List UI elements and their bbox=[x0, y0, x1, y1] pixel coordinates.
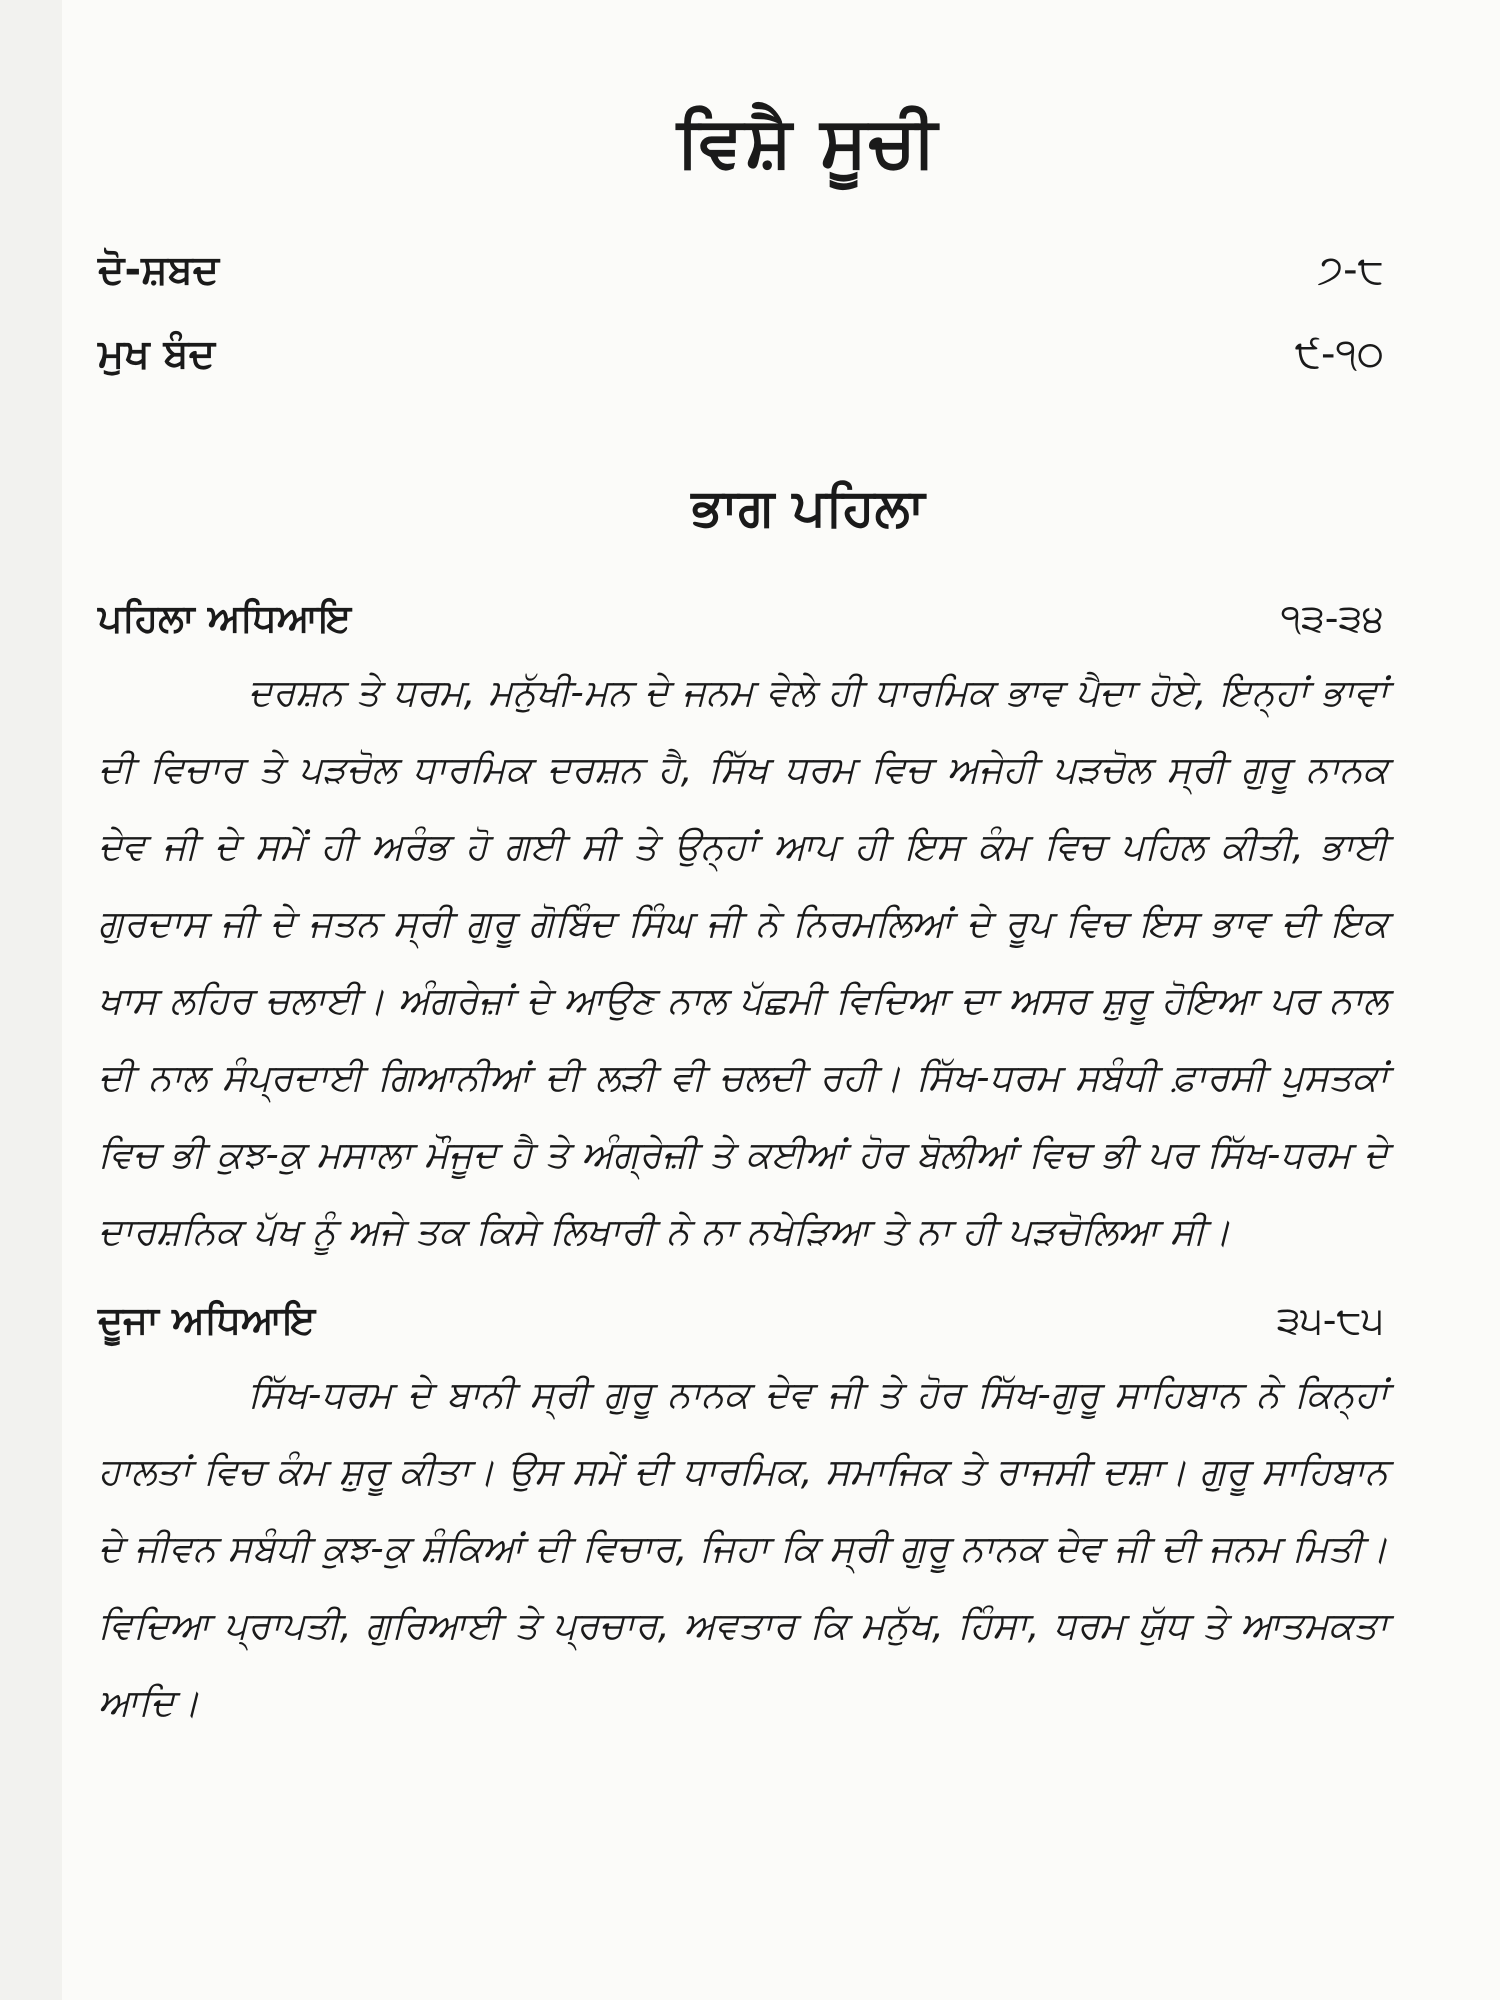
chapter-pages: ੧੩-੩੪ bbox=[1280, 596, 1384, 640]
toc-entry-introduction bbox=[98, 312, 1398, 396]
chapter-2 bbox=[98, 1284, 1398, 1741]
page-title: ਵਿਸ਼ੈ ਸੂਚੀ bbox=[676, 101, 940, 183]
chapter-summary: ਦਰਸ਼ਨ ਤੇ ਧਰਮ, ਮਨੁੱਖੀ-ਮਨ ਦੇ ਜਨਮ ਵੇਲੇ ਹੀ ਧਾਰਮਿਕ ਭਾਵ ਪੈਦਾ ਹੋਏ, ਇਨ੍ਹਾਂ ਭਾਵਾਂ ਦੀ ਵਿਚਾਰ ਤੇ ਪੜਚੋਲ ਧਾਰਮਿਕ ਦਰਸ਼ਨ ਹੈ, ਸਿੱਖ ਧਰਮ ਵਿਚ ਅਜੇਹੀ ਪੜਚੋਲ ਸ੍ਰੀ ਗੁਰੂ ਨਾਨਕ ਦੇਵ ਜੀ ਦੇ ਸਮੇਂ ਹੀ ਅਰੰਭ ਹੋ ਗਈ ਸੀ ਤੇ ਉਨ੍ਹਾਂ ਆਪ ਹੀ ਇਸ ਕੰਮ ਵਿਚ ਪਹਿਲ ਕੀਤੀ, ਭਾਈ ਗੁਰਦਾਸ ਜੀ ਦੇ ਜਤਨ ਸ੍ਰੀ ਗੁਰੂ ਗੋਬਿੰਦ ਸਿੰਘ ਜੀ ਨੇ ਨਿਰਮਲਿਆਂ ਦੇ ਰੂਪ ਵਿਚ ਇਸ ਭਾਵ ਦੀ ਇਕ ਖਾਸ ਲਹਿਰ ਚਲਾਈ। ਅੰਗਰੇਜ਼ਾਂ ਦੇ ਆਉਣ ਨਾਲ ਪੱਛਮੀ ਵਿਦਿਆ ਦਾ ਅਸਰ ਸ਼ੁਰੂ ਹੋਇਆ ਪਰ ਨਾਲ ਦੀ ਨਾਲ ਸੰਪ੍ਰਦਾਈ ਗਿਆਨੀਆਂ ਦੀ ਲੜੀ ਵੀ ਚਲਦੀ ਰਹੀ। ਸਿੱਖ-ਧਰਮ ਸਬੰਧੀ ਫ਼ਾਰਸੀ ਪੁਸਤਕਾਂ ਵਿਚ ਭੀ ਕੁਝ-ਕੁ ਮਸਾਲਾ ਮੌਜੂਦ ਹੈ ਤੇ ਅੰਗ੍ਰੇਜ਼ੀ ਤੇ ਕਈਆਂ ਹੋਰ ਬੋਲੀਆਂ ਵਿਚ ਭੀ ਪਰ ਸਿੱਖ-ਧਰਮ ਦੇ ਦਾਰਸ਼ਨਿਕ ਪੱਖ ਨੂੰ ਅਜੇ ਤਕ ਕਿਸੇ ਲਿਖਾਰੀ ਨੇ ਨਾ ਨਖੇੜਿਆ ਤੇ ਨਾ ਹੀ ਪੜਚੋਲਿਆ ਸੀ। bbox=[98, 671, 1388, 1253]
paper-edge bbox=[0, 0, 62, 2000]
toc-entry-pages: ੯-੧੦ bbox=[1294, 331, 1384, 377]
chapter-title: ਪਹਿਲਾ ਅਧਿਆਇ bbox=[98, 596, 352, 640]
chapter-title: ਦੂਜਾ ਅਧਿਆਇ bbox=[98, 1298, 316, 1342]
toc-entry-preface bbox=[98, 228, 1398, 312]
chapter-pages: ੩੫-੮੫ bbox=[1276, 1298, 1384, 1342]
toc-entry-pages: ੭-੮ bbox=[1317, 247, 1384, 293]
table-of-contents bbox=[98, 96, 1398, 1741]
toc-entry-label: ਦੋ-ਸ਼ਬਦ bbox=[98, 247, 220, 293]
toc-entry-label: ਮੁਖ ਬੰਦ bbox=[98, 331, 216, 377]
part-heading: ਭਾਗ ਪਹਿਲਾ bbox=[691, 478, 925, 538]
chapter-heading bbox=[98, 1284, 1398, 1356]
chapter-summary: ਸਿੱਖ-ਧਰਮ ਦੇ ਬਾਨੀ ਸ੍ਰੀ ਗੁਰੂ ਨਾਨਕ ਦੇਵ ਜੀ ਤੇ ਹੋਰ ਸਿੱਖ-ਗੁਰੂ ਸਾਹਿਬਾਨ ਨੇ ਕਿਨ੍ਹਾਂ ਹਾਲਤਾਂ ਵਿਚ ਕੰਮ ਸ਼ੁਰੂ ਕੀਤਾ। ਉਸ ਸਮੇਂ ਦੀ ਧਾਰਮਿਕ, ਸਮਾਜਿਕ ਤੇ ਰਾਜਸੀ ਦਸ਼ਾ। ਗੁਰੂ ਸਾਹਿਬਾਨ ਦੇ ਜੀਵਨ ਸਬੰਧੀ ਕੁਝ-ਕੁ ਸ਼ੰਕਿਆਂ ਦੀ ਵਿਚਾਰ, ਜਿਹਾ ਕਿ ਸ੍ਰੀ ਗੁਰੂ ਨਾਨਕ ਦੇਵ ਜੀ ਦੀ ਜਨਮ ਮਿਤੀ। ਵਿਦਿਆ ਪ੍ਰਾਪਤੀ, ਗੁਰਿਆਈ ਤੇ ਪ੍ਰਚਾਰ, ਅਵਤਾਰ ਕਿ ਮਨੁੱਖ, ਹਿੰਸਾ, ਧਰਮ ਯੁੱਧ ਤੇ ਆਤਮਕਤਾ ਆਦਿ। bbox=[98, 1373, 1388, 1724]
chapter-heading bbox=[98, 582, 1398, 654]
chapter-1 bbox=[98, 582, 1398, 1270]
